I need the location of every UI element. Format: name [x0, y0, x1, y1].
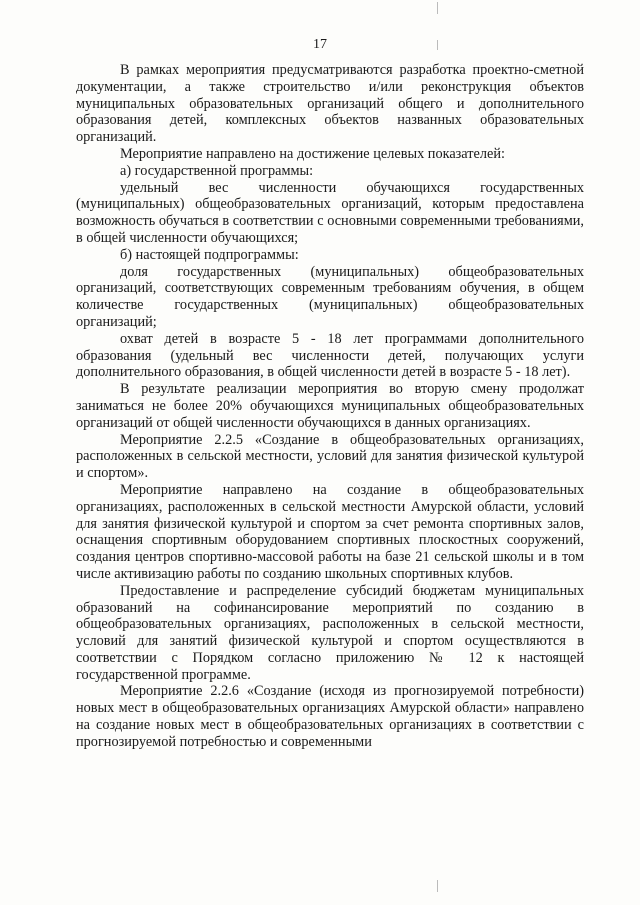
paragraph: Мероприятие направлено на достижение целевых показателей:: [120, 145, 505, 162]
scan-artifact-line: [437, 880, 438, 892]
page-number: 17: [313, 37, 327, 52]
paragraph: б) настоящей подпрограммы:: [120, 246, 299, 263]
paragraph: Мероприятие направлено на создание в общеобразовательных организациях, расположенных в сельской местности Амурской области, условий для занятия физической культурой и спортом за счет ремонта спортивных залов, оснащения спортивным оборудованием спортивных плоскостных сооружений, создания центров спортивно-массовой работы на базе 21 сельской школы и в том числе активизацию работы по созданию школьных спортивных клубов.: [76, 481, 584, 582]
paragraph: Предоставление и распределение субсидий бюджетам муниципальных образований на софинансирование мероприятий по созданию в общеобразовательных организациях, расположенных в сельской местности, условий для занятий физической культурой и спортом осуществляются в соответствии с Порядком согласно приложению № 12 к настоящей государственной программе.: [76, 582, 584, 683]
paragraph: В результате реализации мероприятия во вторую смену продолжат заниматься не более 20% обучающихся муниципальных общеобразовательных организаций от общей численности обучающихся в данных организациях.: [76, 381, 584, 431]
paragraph: Мероприятие 2.2.5 «Создание в общеобразовательных организациях, расположенных в сельской местности, условий для занятия физической культурой и спортом».: [76, 431, 584, 482]
scan-artifact-line: [437, 40, 438, 50]
paragraph: доля государственных (муниципальных) общеобразовательных организаций, соответствующих современным требованиям обучения, в общем количестве государственных (муниципальных) общеобразовательных организаций;: [76, 263, 584, 330]
scan-artifact-line: [437, 2, 438, 14]
body-text: [76, 62, 584, 751]
paragraph: удельный вес численности обучающихся государственных (муниципальных) общеобразовательных организаций, которым предоставлена возможность обучаться в соответствии с основными современными требованиями, в общей численности обучающихся;: [76, 179, 584, 246]
paragraph: Мероприятие 2.2.6 «Создание (исходя из прогнозируемой потребности) новых мест в общеобразовательных организациях Амурской области» направлено на создание новых мест в общеобразовательных организациях в соответствии с прогнозируемой потребностью и современными: [76, 683, 584, 750]
paragraph: охват детей в возрасте 5 - 18 лет программами дополнительного образования (удельный вес численности детей, получающих услуги дополнительного образования, в общей численности детей в возрасте 5 - 18 лет).: [76, 330, 584, 381]
paragraph: а) государственной программы:: [120, 162, 314, 179]
paragraph: В рамках мероприятия предусматриваются разработка проектно-сметной документации, а также строительство и/или реконструкция объектов муниципальных образовательных организаций общего и дополнительного образования детей, комплексных объектов названных образовательных организаций.: [76, 62, 584, 146]
